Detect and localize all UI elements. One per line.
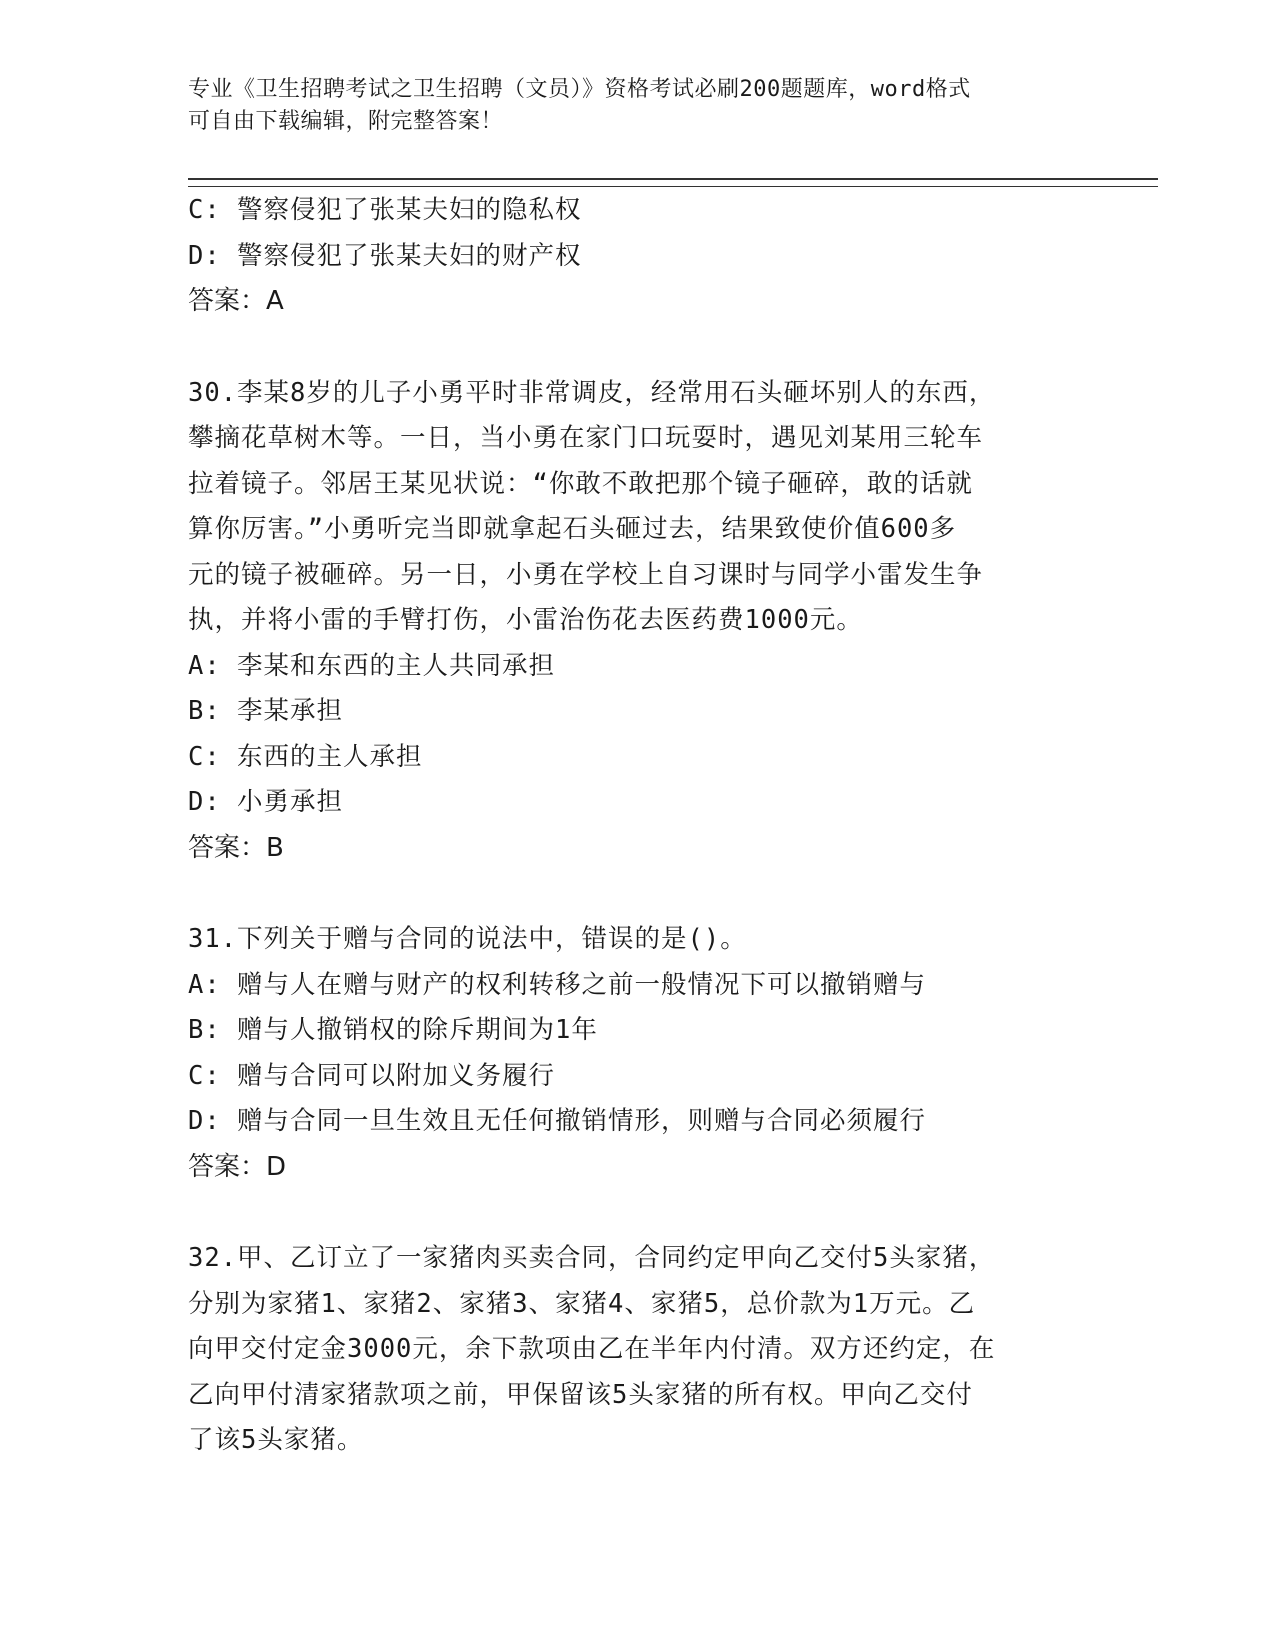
question-continued [188, 188, 1088, 325]
option-d: D: 赠与合同一旦生效且无任何撤销情形，则赠与合同必须履行 [188, 1106, 927, 1136]
option-c: C: 警察侵犯了张某夫妇的隐私权 [188, 195, 582, 225]
question-30 [188, 371, 1088, 872]
option-c: C: 东西的主人承担 [188, 741, 423, 772]
header-divider [188, 178, 1158, 187]
question-31 [188, 917, 1088, 1190]
answer-line: 答案：A [188, 286, 284, 316]
header-line-1: 专业《卫生招聘考试之卫生招聘（文员）》资格考试必刷200题题库，word格式 [188, 77, 971, 102]
question-text-line: 元的镜子被砸碎。另一日，小勇在学校上自习课时与同学小雷发生争 [188, 559, 984, 590]
document-header [188, 74, 1088, 138]
question-text-line: 分别为家猪1、家猪2、家猪3、家猪4、家猪5，总价款为1万元。乙 [188, 1288, 976, 1319]
spacer [188, 325, 1088, 371]
option-a: A: 赠与人在赠与财产的权利转移之前一般情况下可以撤销赠与 [188, 969, 927, 1000]
question-text-line: 拉着镜子。邻居王某见状说：“你敢不敢把那个镜子砸碎，敢的话就 [188, 468, 973, 499]
document-body [188, 188, 1088, 1464]
question-text-line: 31.下列关于赠与合同的说法中，错误的是()。 [188, 924, 747, 954]
question-text-line: 向甲交付定金3000元，余下款项由乙在半年内付清。双方还约定，在 [188, 1334, 996, 1364]
option-b: B: 赠与人撤销权的除斥期间为1年 [188, 1015, 598, 1045]
option-d: D: 小勇承担 [188, 787, 344, 817]
spacer [188, 871, 1088, 917]
question-text-line: 乙向甲付清家猪款项之前，甲保留该5头家猪的所有权。甲向乙交付 [188, 1379, 973, 1410]
spacer [188, 1190, 1088, 1236]
option-a: A: 李某和东西的主人共同承担 [188, 650, 556, 681]
question-32 [188, 1236, 1088, 1464]
answer-line: 答案：D [188, 1151, 287, 1182]
option-b: B: 李某承担 [188, 696, 344, 726]
question-text-line: 30.李某8岁的儿子小勇平时非常调皮，经常用石头砸坏别人的东西， [188, 377, 996, 408]
option-d: D: 警察侵犯了张某夫妇的财产权 [188, 240, 582, 271]
header-line-2: 可自由下载编辑，附完整答案！ [188, 109, 504, 134]
question-text-line: 了该5头家猪。 [188, 1425, 364, 1455]
question-text-line: 执，并将小雷的手臂打伤，小雷治伤花去医药费1000元。 [188, 605, 863, 635]
question-text-line: 攀摘花草树木等。一日，当小勇在家门口玩耍时，遇见刘某用三轮车 [188, 423, 984, 453]
answer-line: 答案：B [188, 832, 284, 863]
question-text-line: 算你厉害。”小勇听完当即就拿起石头砸过去，结果致使价值600多 [188, 514, 957, 544]
option-c: C: 赠与合同可以附加义务履行 [188, 1060, 556, 1091]
question-text-line: 32.甲、乙订立了一家猪肉买卖合同，合同约定甲向乙交付5头家猪， [188, 1243, 996, 1273]
